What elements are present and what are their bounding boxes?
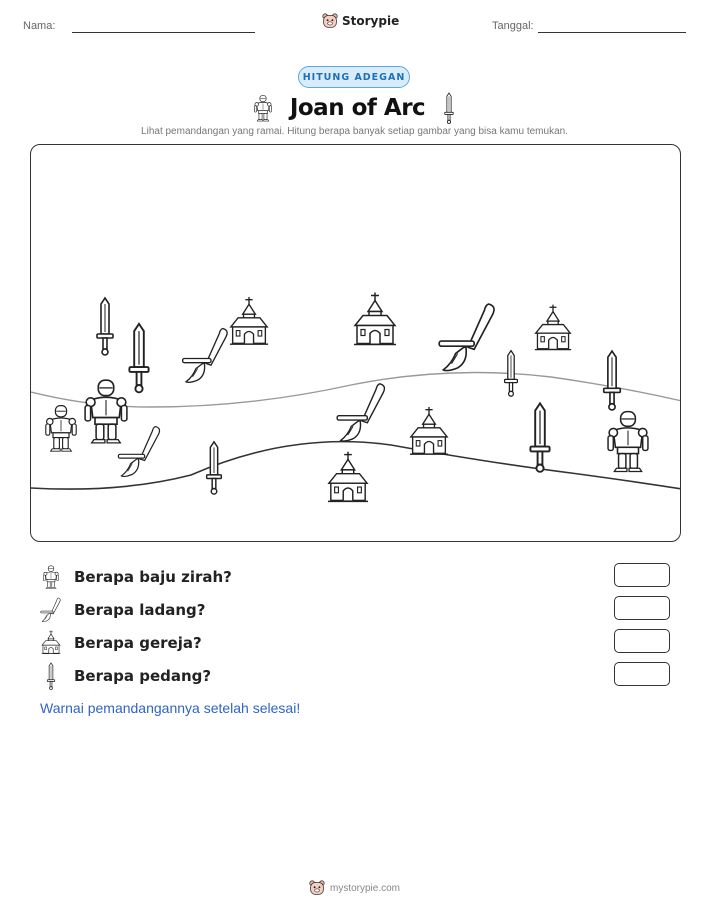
scene-sword-icon [97, 298, 113, 355]
plow-icon [40, 597, 62, 623]
question-text: Berapa gereja? [74, 633, 202, 652]
scene-plow-icon [439, 304, 494, 371]
back-hill-line [31, 373, 681, 408]
scene-church-icon [328, 452, 368, 502]
title-row [0, 90, 709, 126]
plow-answer-box[interactable] [614, 596, 670, 620]
scene-armor-icon [46, 406, 76, 452]
worksheet-header [0, 0, 709, 40]
bear-logo-icon [322, 13, 338, 29]
armor-icon [40, 564, 62, 590]
scene-sword-icon [604, 351, 621, 410]
date-label: Tanggal: [492, 20, 534, 32]
question-text: Berapa baju zirah? [74, 567, 232, 586]
scene-sword-icon [530, 403, 549, 471]
armor-answer-box[interactable] [614, 563, 670, 587]
church-answer-box[interactable] [614, 629, 670, 653]
question-list [40, 560, 670, 692]
date-field[interactable] [538, 32, 686, 33]
scene-sword-icon [129, 324, 148, 392]
armor-icon [254, 94, 272, 122]
scene-church-icon [354, 293, 396, 345]
question-row [40, 659, 670, 692]
scene-armor-icon [85, 380, 127, 443]
sword-icon [40, 663, 62, 689]
counting-scene[interactable] [30, 144, 681, 542]
question-text: Berapa ladang? [74, 600, 206, 619]
activity-badge: HITUNG ADEGAN [298, 66, 410, 88]
scene-church-icon [410, 407, 448, 454]
question-row [40, 593, 670, 626]
question-row [40, 560, 670, 593]
instructions: Lihat pemandangan yang ramai. Hitung berapa banyak setiap gambar yang bisa kamu temukan. [141, 126, 568, 137]
scene-church-icon [535, 305, 571, 350]
scene-plow-icon [183, 329, 227, 383]
church-icon [40, 630, 62, 656]
question-row [40, 626, 670, 659]
name-label: Nama: [23, 20, 56, 32]
name-field[interactable] [72, 32, 255, 33]
brand-name: Storypie [342, 14, 400, 28]
sword-answer-box[interactable] [614, 662, 670, 686]
scene-plow-icon [118, 427, 159, 477]
brand-logo [322, 13, 399, 29]
coloring-note: Warnai pemandangannya setelah selesai! [40, 700, 301, 716]
sword-icon [443, 92, 455, 124]
footer [0, 880, 709, 896]
scene-plow-icon [337, 384, 384, 441]
question-text: Berapa pedang? [74, 666, 212, 685]
bear-logo-icon [309, 880, 325, 896]
scene-church-icon [230, 297, 268, 344]
page-title: Joan of Arc [289, 95, 426, 121]
scene-armor-icon [608, 412, 648, 472]
footer-site: mystorypie.com [329, 882, 400, 894]
